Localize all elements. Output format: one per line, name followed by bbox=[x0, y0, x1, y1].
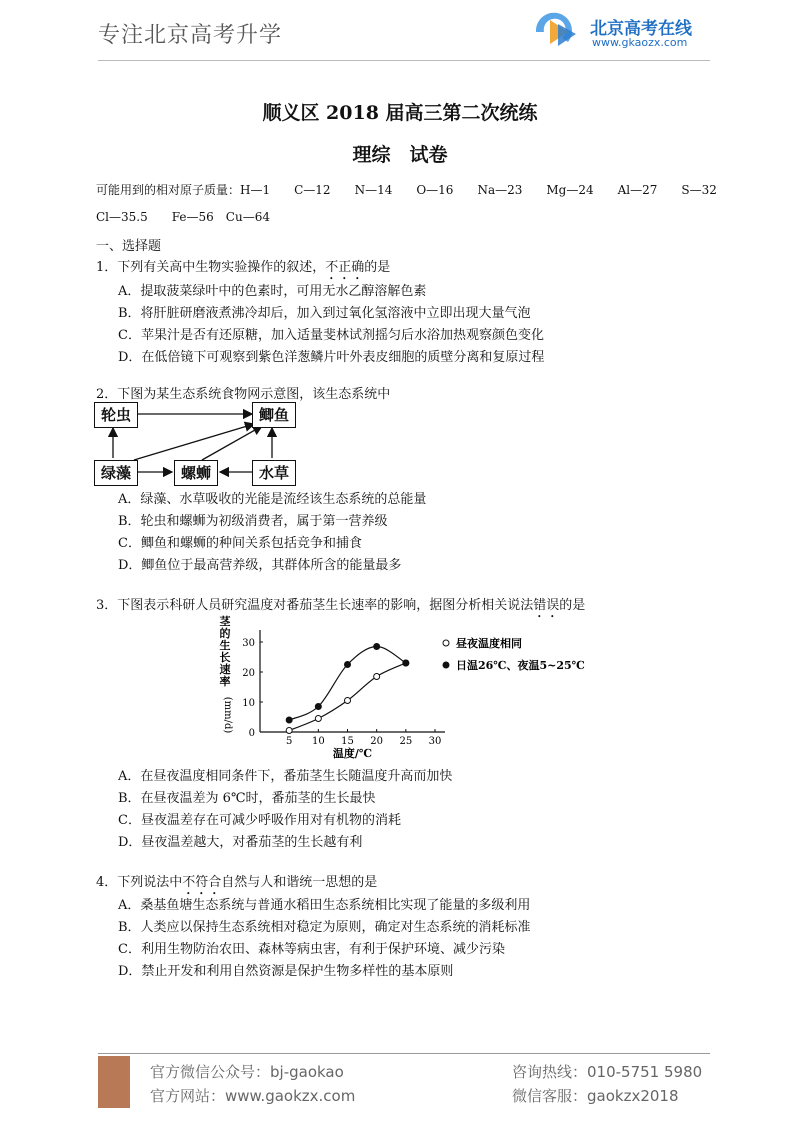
growth-rate-chart bbox=[210, 615, 610, 765]
data-point-series-2 bbox=[345, 662, 351, 668]
q4-stem-emphasis: 不符合 bbox=[182, 875, 222, 890]
q1-stem-emphasis: 不正确 bbox=[325, 260, 365, 275]
q3-option-c: C．昼夜温差存在可减少呼吸作用对有机物的消耗 bbox=[118, 813, 401, 828]
data-point-series-1 bbox=[286, 728, 292, 734]
series-line-1 bbox=[289, 663, 406, 731]
q2-stem: 2．下图为某生态系统食物网示意图，该生态系统中 bbox=[96, 387, 391, 402]
data-point-series-1 bbox=[374, 674, 380, 680]
node-lunchong: 轮虫 bbox=[94, 402, 138, 428]
data-point-series-2 bbox=[403, 660, 409, 666]
atomic-mass-values-2: Cl—35.5 Fe—56 Cu—64 bbox=[96, 210, 270, 224]
q1-option-a: A．提取菠菜绿叶中的色素时，可用无水乙醇溶解色素 bbox=[118, 284, 427, 299]
logo-title: 北京高考在线 bbox=[590, 19, 692, 39]
q2-option-c: C．鲫鱼和螺蛳的种间关系包括竞争和捕食 bbox=[118, 536, 362, 551]
q1-stem-end: 的是 bbox=[364, 260, 391, 275]
x-tick-label: 15 bbox=[341, 736, 354, 747]
series-line-2 bbox=[289, 646, 406, 720]
x-tick-label: 10 bbox=[311, 736, 325, 747]
q1-option-c: C．苹果汁是否有还原糖，加入适量斐林试剂摇匀后水浴加热观察颜色变化 bbox=[118, 328, 544, 343]
legend-label-1: 昼夜温度相同 bbox=[456, 637, 522, 650]
data-point-series-1 bbox=[315, 716, 321, 722]
y-axis-label-char: 生 bbox=[219, 639, 231, 652]
x-tick-label: 30 bbox=[428, 736, 442, 747]
x-tick-label: 20 bbox=[370, 736, 384, 747]
legend-marker-1 bbox=[443, 640, 449, 646]
arrow-lvzao-to-jiyu bbox=[134, 424, 254, 460]
legend-marker-2 bbox=[443, 662, 449, 668]
y-axis-label-char: 率 bbox=[219, 675, 231, 688]
footer-accent-bar bbox=[98, 1056, 130, 1108]
atomic-mass-values-1: H—1 C—12 N—14 O—16 Na—23 Mg—24 Al—27 S—32 bbox=[240, 183, 717, 197]
y-axis-label-char: 长 bbox=[219, 651, 231, 664]
y-tick-label: 10 bbox=[242, 698, 255, 709]
node-jiyu: 鲫鱼 bbox=[252, 402, 296, 428]
q2-option-b: B．轮虫和螺蛳为初级消费者，属于第一营养级 bbox=[118, 514, 388, 529]
y-tick-label: 0 bbox=[248, 728, 255, 739]
header-slogan: 专注北京高考升学 bbox=[98, 23, 283, 48]
node-luosi: 螺蛳 bbox=[174, 460, 218, 486]
q3-stem-end: 的是 bbox=[559, 598, 586, 613]
x-tick-label: 5 bbox=[285, 736, 293, 747]
q1-stem-text: 1．下列有关高中生物实验操作的叙述， bbox=[96, 260, 326, 275]
q1-option-d: D．在低倍镜下可观察到紫色洋葱鳞片叶外表皮细胞的质壁分离和复原过程 bbox=[118, 350, 545, 365]
node-shuicao: 水草 bbox=[252, 460, 296, 486]
q1-option-b: B．将肝脏研磨液煮沸冷却后，加入到过氧化氢溶液中立即出现大量气泡 bbox=[118, 306, 531, 321]
y-tick-label: 30 bbox=[242, 638, 255, 649]
footer-website: 官方网站：www.gaokzx.com bbox=[150, 1087, 356, 1105]
legend-label-2: 日温26℃、夜温5~25℃ bbox=[456, 659, 585, 672]
q4-option-a: A．桑基鱼塘生态系统与普通水稻田生态系统相比实现了能量的多级利用 bbox=[118, 898, 531, 913]
footer-divider bbox=[98, 1053, 710, 1054]
data-point-series-2 bbox=[286, 717, 292, 723]
q4-option-d: D．禁止开发和利用自然资源是保护生物多样性的基本原则 bbox=[118, 964, 454, 979]
data-point-series-2 bbox=[374, 644, 380, 650]
y-axis-label-char: 速 bbox=[219, 663, 231, 676]
q4-stem-end: 自然与人和谐统一思想的是 bbox=[221, 875, 378, 890]
y-axis-label-char: 的 bbox=[219, 627, 231, 640]
data-point-series-2 bbox=[315, 704, 321, 710]
q3-option-d: D．昼夜温差越大，对番茄茎的生长越有利 bbox=[118, 835, 363, 850]
y-tick-label: 20 bbox=[242, 668, 255, 679]
section-heading: 一、选择题 bbox=[96, 239, 162, 254]
q3-stem-text: 3．下图表示科研人员研究温度对番茄茎生长速率的影响，据图分析相关说法 bbox=[96, 598, 534, 613]
footer-hotline: 咨询热线：010-5751 5980 bbox=[512, 1063, 703, 1081]
q3-stem-emphasis: 错误 bbox=[533, 598, 560, 613]
q4-option-c: C．利用生物防治农田、森林等病虫害，有利于保护环境、减少污染 bbox=[118, 942, 505, 957]
data-point-series-1 bbox=[345, 698, 351, 704]
q1-stem bbox=[96, 256, 390, 283]
q3-option-a: A．在昼夜温度相同条件下，番茄茎生长随温度升高而加快 bbox=[118, 769, 453, 784]
q2-option-a: A．绿藻、水草吸收的光能是流经该生态系统的总能量 bbox=[118, 492, 427, 507]
q2-option-d: D．鲫鱼位于最高营养级，其群体所含的能量最多 bbox=[118, 558, 402, 573]
exam-title: 顺义区 2018 届高三第二次统练 bbox=[262, 102, 538, 124]
atomic-mass-line-1 bbox=[96, 181, 717, 198]
q4-option-b: B．人类应以保持生态系统相对稳定为原则，确定对生态系统的消耗标准 bbox=[118, 920, 531, 935]
y-axis-unit: (mm/d) bbox=[222, 696, 233, 734]
logo-url: www.gkaozx.com bbox=[592, 36, 688, 49]
node-lvzao: 绿藻 bbox=[94, 460, 138, 486]
header-divider bbox=[98, 60, 710, 61]
exam-subtitle: 理综 试卷 bbox=[352, 144, 448, 166]
q3-option-b: B．在昼夜温差为 6℃时，番茄茎的生长最快 bbox=[118, 791, 376, 806]
footer-service: 微信客服：gaokzx2018 bbox=[512, 1087, 679, 1105]
footer-wechat: 官方微信公众号：bj-gaokao bbox=[150, 1063, 344, 1081]
q4-stem-text: 4．下列说法中 bbox=[96, 875, 183, 890]
x-tick-label: 25 bbox=[399, 736, 413, 747]
atomic-mass-label: 可能用到的相对原子质量： bbox=[96, 183, 241, 197]
x-axis-label: 温度/℃ bbox=[332, 747, 373, 760]
y-axis-label-char: 茎 bbox=[219, 615, 231, 628]
